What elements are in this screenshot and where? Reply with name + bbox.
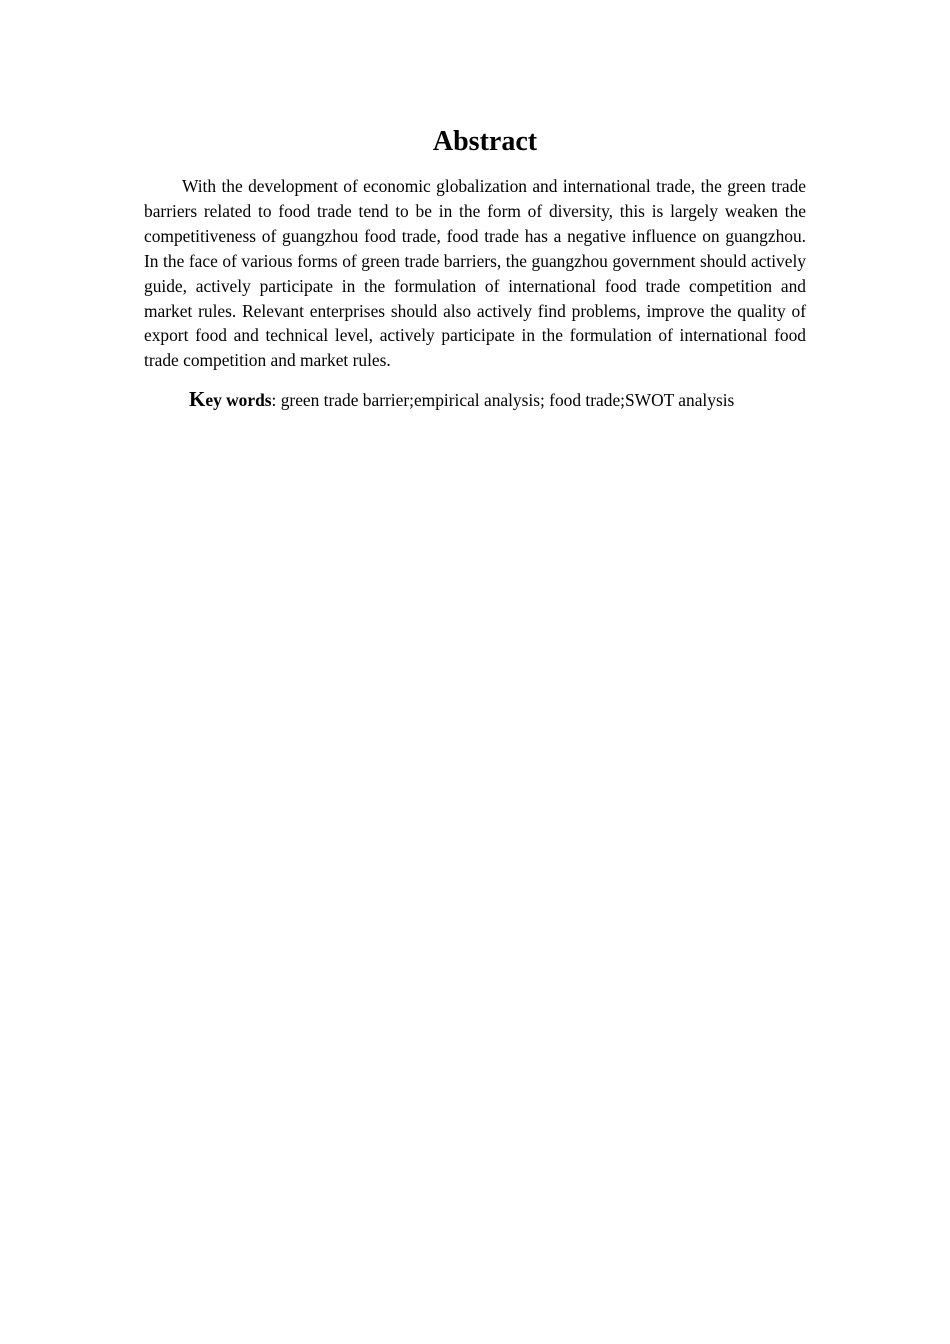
keywords-line: [144, 386, 806, 413]
keywords-label-initial: K: [189, 387, 206, 412]
abstract-paragraph: With the development of economic globalization and international trade, the green trade barriers related to food trade tend to be in the form of diversity, this is largely weaken the competitiveness of guangzhou food trade, food trade has a negative influence on guangzhou. In the face of various forms of green trade barriers, the guangzhou government should actively guide, actively participate in the formulation of international food trade competition and market rules. Relevant enterprises should also actively find problems, improve the quality of export food and technical level, actively participate in the formulation of international food trade competition and market rules.: [144, 176, 806, 371]
abstract-section: [144, 120, 806, 413]
keywords-label: ey words: [205, 390, 272, 411]
keywords-text: green trade barrier;empirical analysis; food trade;SWOT analysis: [280, 390, 735, 411]
keywords-separator: :: [271, 390, 281, 411]
page-title: Abstract: [432, 126, 538, 157]
